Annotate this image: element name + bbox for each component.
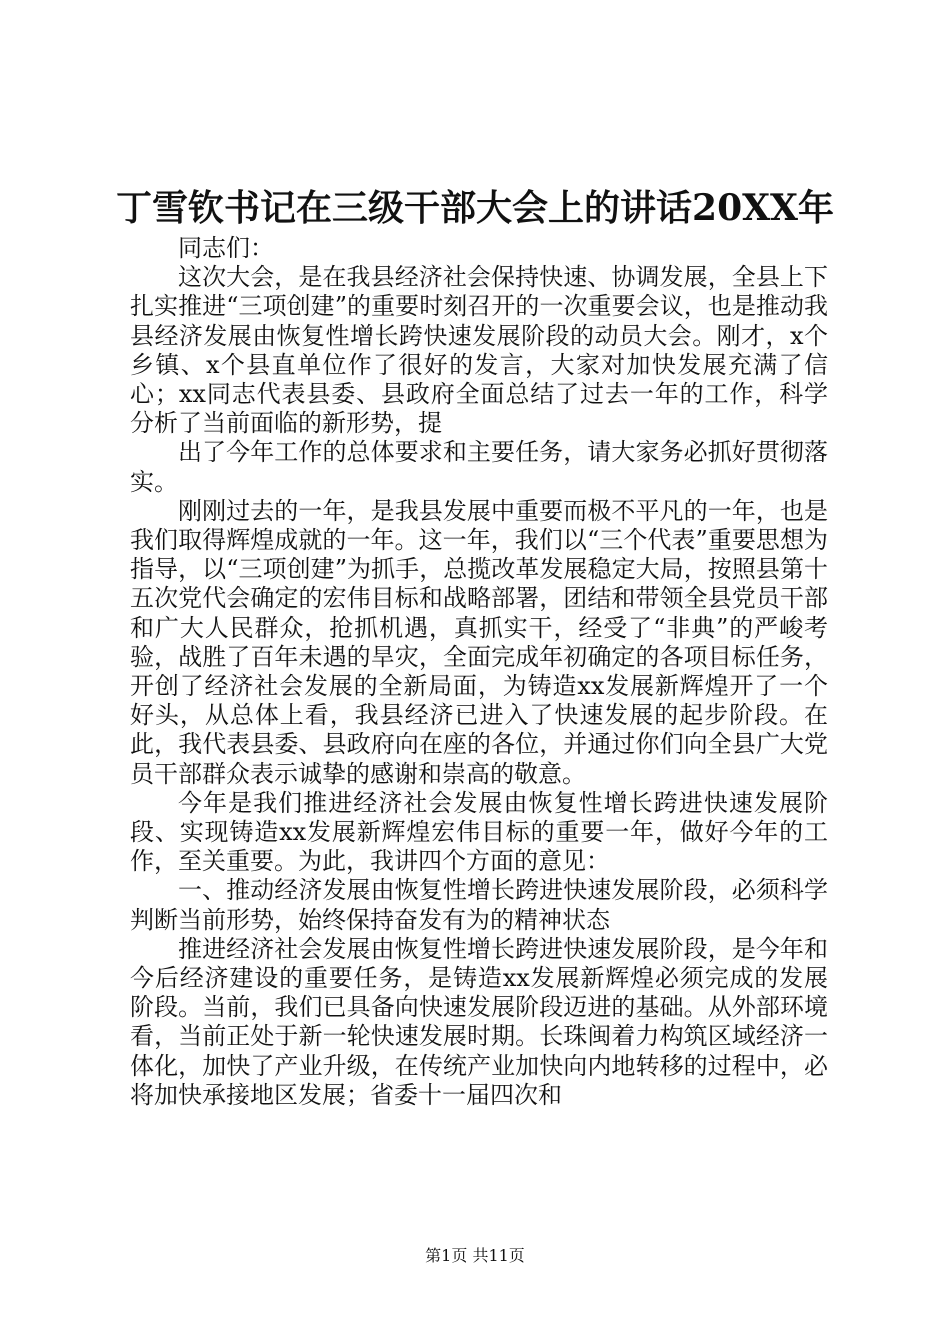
paragraph: 出了今年工作的总体要求和主要任务，请大家务必抓好贯彻落实。 [130,438,828,496]
paragraph: 刚刚过去的一年，是我县发展中重要而极不平凡的一年，也是我们取得辉煌成就的一年。这一年，我们以“三个代表”重要思想为指导，以“三项创建”为抓手，总揽改革发展稳定大局，按照县第十五次党代会确定的宏伟目标和战略部署，团结和带领全县党员干部和广大人民群众，抢抓机遇，真抓实干，经受了“非典”的严峻考验，战胜了百年未遇的旱灾，全面完成年初确定的各项目标任务，开创了经济社会发展的全新局面，为铸造xx发展新辉煌开了一个好头，从总体上看，我县经济已进入了快速发展的起步阶段。在此，我代表县委、县政府向在座的各位，并通过你们向全县广大党员干部群众表示诚挚的感谢和崇高的敬意。 [130,496,828,788]
paragraph: 今年是我们推进经济社会发展由恢复性增长跨进快速发展阶段、实现铸造xx发展新辉煌宏伟目标的重要一年，做好今年的工作，至关重要。为此，我讲四个方面的意见： [130,788,828,876]
paragraph: 这次大会，是在我县经济社会保持快速、协调发展，全县上下扎实推进“三项创建”的重要时刻召开的一次重要会议，也是推动我县经济发展由恢复性增长跨快速发展阶段的动员大会。刚才，x个乡镇、x个县直单位作了很好的发言，大家对加快发展充满了信心；xx同志代表县委、县政府全面总结了过去一年的工作，科学分析了当前面临的新形势，提 [130,263,828,438]
paragraph: 推进经济社会发展由恢复性增长跨进快速发展阶段，是今年和今后经济建设的重要任务，是铸造xx发展新辉煌必须完成的发展阶段。当前，我们已具备向快速发展阶段迈进的基础。从外部环境看，当前正处于新一轮快速发展时期。长珠闽着力构筑区域经济一体化，加快了产业升级，在传统产业加快向内地转移的过程中，必将加快承接地区发展；省委十一届四次和 [130,934,828,1109]
page-number-footer: 第1页 共11页 [425,1246,525,1265]
document-body [130,234,828,1110]
paragraph-salutation: 同志们： [178,234,274,262]
section-heading: 一、推动经济发展由恢复性增长跨进快速发展阶段，必须科学判断当前形势，始终保持奋发有为的精神状态 [130,876,828,934]
document-title: 丁雪钦书记在三级干部大会上的讲话20XX年 [116,187,834,229]
